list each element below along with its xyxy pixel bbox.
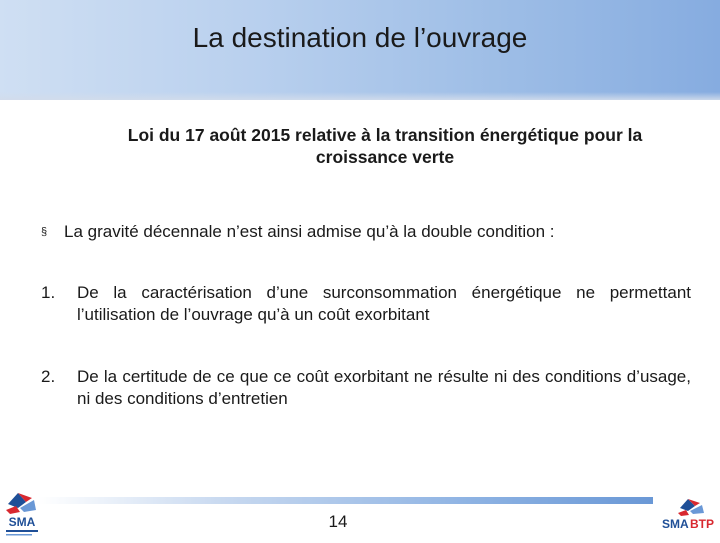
item-text: De la caractérisation d’une surconsommation énergétique ne permettant l’utilisation de l’ouvrage qu’à un coût exorbitant bbox=[77, 283, 691, 324]
section-bullet-icon: § bbox=[41, 226, 48, 238]
smabtp-logo-icon bbox=[660, 496, 718, 536]
bullet-text: La gravité décennale n’est ainsi admise qu’à la double condition : bbox=[64, 222, 555, 241]
item-text: De la certitude de ce que ce coût exorbitant ne résulte ni des conditions d’usage, ni des conditions d’entretien bbox=[77, 367, 691, 408]
numbered-item-1 bbox=[41, 282, 691, 326]
page-number: 14 bbox=[328, 512, 348, 531]
footer-divider bbox=[38, 497, 653, 504]
slide-title: La destination de l’ouvrage bbox=[192, 22, 528, 53]
slide-subtitle: Loi du 17 août 2015 relative à la transition énergétique pour la croissance verte bbox=[127, 125, 643, 167]
sma-logo-icon bbox=[2, 490, 42, 538]
svg-text:BTP: BTP bbox=[690, 517, 714, 531]
svg-text:SMA: SMA bbox=[662, 517, 689, 531]
smabtp-logo bbox=[660, 496, 718, 536]
item-number: 1. bbox=[41, 283, 56, 302]
bullet-item bbox=[41, 222, 701, 242]
sma-logo bbox=[2, 490, 42, 538]
numbered-item-2 bbox=[41, 366, 691, 410]
item-number: 2. bbox=[41, 367, 56, 386]
header-shade bbox=[0, 92, 720, 100]
svg-text:SMA: SMA bbox=[8, 515, 36, 529]
